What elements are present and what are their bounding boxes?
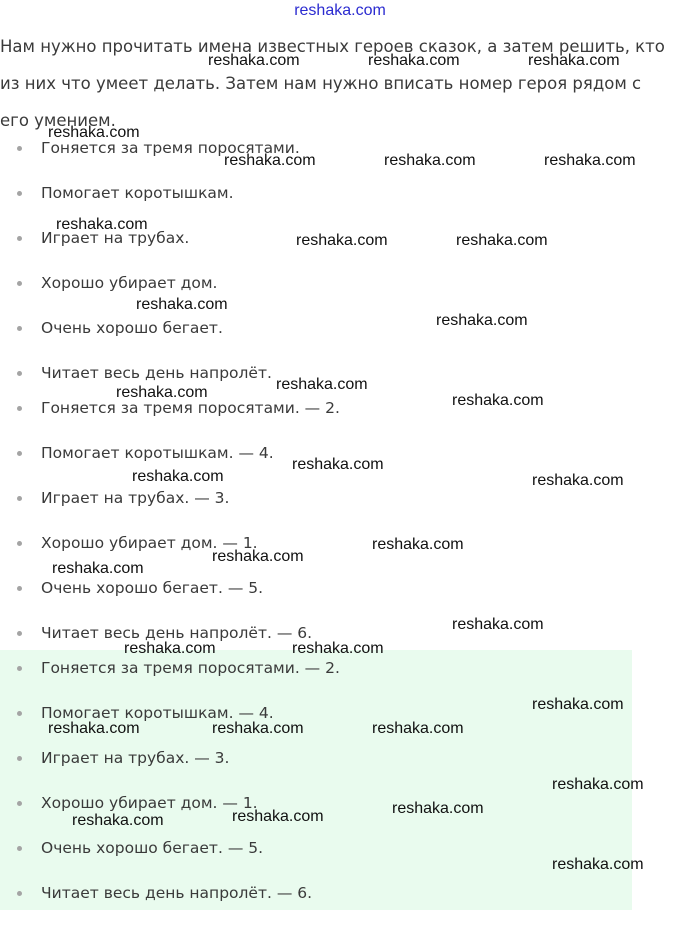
bullet-icon: [17, 631, 22, 636]
answer-item-text: Хорошо убирает дом. — 1.: [41, 534, 258, 552]
task-item-text: Читает весь день напролёт.: [41, 364, 272, 382]
watermark: reshaka.com: [116, 384, 208, 401]
watermark: reshaka.com: [544, 152, 636, 169]
bullet-icon: [17, 281, 22, 286]
watermark: reshaka.com: [132, 468, 224, 485]
watermark: reshaka.com: [208, 52, 300, 69]
final-answer-item: [0, 838, 632, 883]
task-item-text: Хорошо убирает дом.: [41, 274, 218, 292]
watermark: reshaka.com: [296, 232, 388, 249]
answer-item-text: Помогает коротышкам. — 4.: [41, 444, 274, 462]
bullet-icon: [17, 891, 22, 896]
final-answer-item: [0, 748, 632, 793]
watermark: reshaka.com: [48, 720, 140, 737]
watermark: reshaka.com: [552, 856, 644, 873]
task-item: [0, 318, 632, 363]
watermark: reshaka.com: [392, 800, 484, 817]
answer-item: [0, 488, 632, 533]
bullet-icon: [17, 451, 22, 456]
watermark: reshaka.com: [48, 124, 140, 141]
bullet-icon: [17, 371, 22, 376]
bullet-icon: [17, 846, 22, 851]
answer-item-text: Очень хорошо бегает. — 5.: [41, 579, 264, 597]
watermark: reshaka.com: [136, 296, 228, 313]
task-item: [0, 183, 632, 228]
watermark: reshaka.com: [552, 776, 644, 793]
watermark: reshaka.com: [224, 152, 316, 169]
task-item: [0, 273, 632, 318]
bullet-icon: [17, 666, 22, 671]
watermark: reshaka.com: [52, 560, 144, 577]
bullet-icon: [17, 756, 22, 761]
answer-item: [0, 443, 632, 488]
site-header-link[interactable]: reshaka.com: [294, 2, 386, 19]
final-answer-item-text: Играет на трубах. — 3.: [41, 749, 230, 767]
watermark: reshaka.com: [532, 696, 624, 713]
watermark: reshaka.com: [372, 536, 464, 553]
final-answer-item: [0, 703, 632, 748]
answer-item-text: Читает весь день напролёт. — 6.: [41, 624, 313, 642]
final-answer-item-text: Помогает коротышкам. — 4.: [41, 704, 274, 722]
bullet-icon: [17, 406, 22, 411]
bullet-icon: [17, 711, 22, 716]
watermark: reshaka.com: [384, 152, 476, 169]
task-items-list: [0, 138, 632, 408]
watermark: reshaka.com: [276, 376, 368, 393]
bullet-icon: [17, 191, 22, 196]
answer-item-text: Играет на трубах. — 3.: [41, 489, 230, 507]
watermark: reshaka.com: [456, 232, 548, 249]
bullet-icon: [17, 541, 22, 546]
watermark: reshaka.com: [532, 472, 624, 489]
watermark: reshaka.com: [372, 720, 464, 737]
task-item: [0, 228, 632, 273]
task-item: [0, 138, 632, 183]
final-answer-item: [0, 793, 632, 838]
final-answer-item: [0, 883, 632, 928]
final-answer-item-text: Очень хорошо бегает. — 5.: [41, 839, 264, 857]
watermark: reshaka.com: [368, 52, 460, 69]
watermark: reshaka.com: [212, 720, 304, 737]
answer-item: [0, 398, 632, 443]
watermark: reshaka.com: [56, 216, 148, 233]
bullet-icon: [17, 496, 22, 501]
watermark: reshaka.com: [452, 616, 544, 633]
watermark: reshaka.com: [72, 812, 164, 829]
task-item-text: Помогает коротышкам.: [41, 184, 234, 202]
task-intro-text: Нам нужно прочитать имена известных героев сказок, а затем решить, кто из них что умеет делать. Затем нам нужно вписать номер героя рядом с его умением.: [0, 37, 665, 130]
bullet-icon: [17, 146, 22, 151]
final-answer-list: [0, 658, 632, 928]
answer-item-text: Гоняется за тремя поросятами. — 2.: [41, 399, 340, 417]
final-answer-item-text: Читает весь день напролёт. — 6.: [41, 884, 313, 902]
watermark: reshaka.com: [436, 312, 528, 329]
watermark: reshaka.com: [528, 52, 620, 69]
watermark: reshaka.com: [124, 640, 216, 657]
watermark: reshaka.com: [232, 808, 324, 825]
task-item-text: Играет на трубах.: [41, 229, 190, 247]
task-item-text: Очень хорошо бегает.: [41, 319, 223, 337]
final-answer-item: [0, 658, 632, 703]
answer-item: [0, 578, 632, 623]
answer-item: [0, 533, 632, 578]
final-answer-item-text: Хорошо убирает дом. — 1.: [41, 794, 258, 812]
watermark: reshaka.com: [292, 456, 384, 473]
watermark: reshaka.com: [212, 548, 304, 565]
watermark: reshaka.com: [452, 392, 544, 409]
bullet-icon: [17, 236, 22, 241]
bullet-icon: [17, 586, 22, 591]
final-answer-item-text: Гоняется за тремя поросятами. — 2.: [41, 659, 340, 677]
watermark: reshaka.com: [292, 640, 384, 657]
task-item-text: Гоняется за тремя поросятами.: [41, 139, 300, 157]
bullet-icon: [17, 801, 22, 806]
bullet-icon: [17, 326, 22, 331]
answer-items-list: [0, 398, 632, 668]
